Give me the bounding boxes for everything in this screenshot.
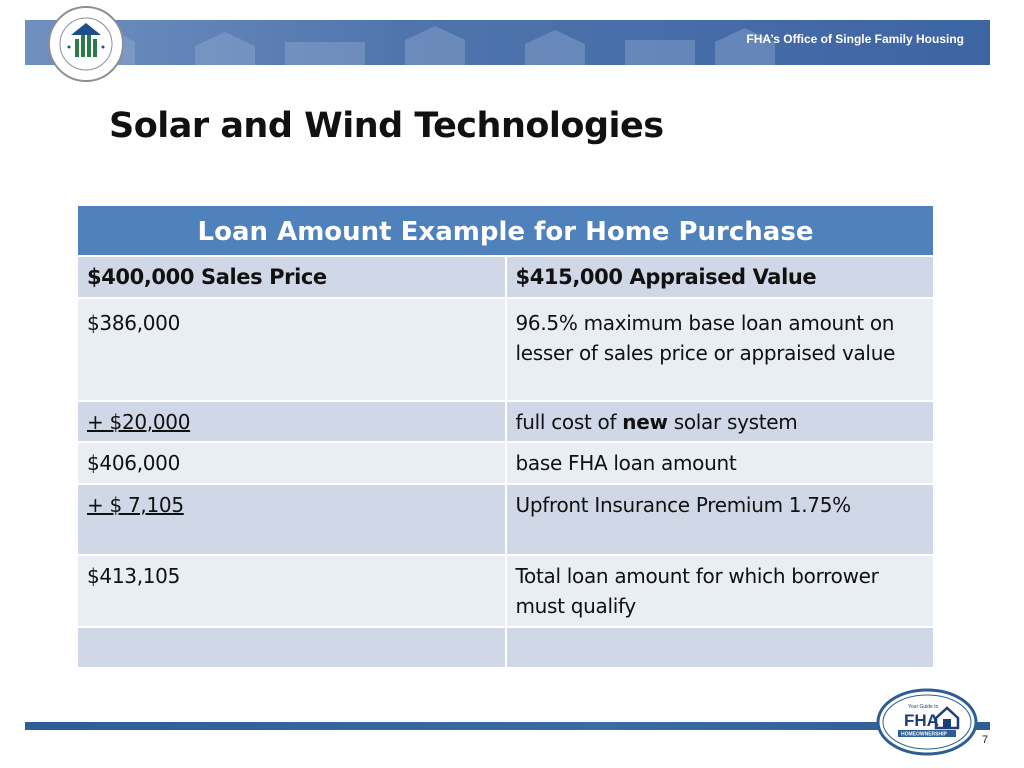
header-banner	[25, 20, 990, 65]
table-row	[77, 298, 934, 401]
banner-title: FHA’s Office of Single Family Housing	[746, 32, 964, 46]
amount-text: $413,105	[87, 564, 181, 588]
table-title: Loan Amount Example for Home Purchase	[77, 205, 934, 256]
logo-fha-text: FHA	[904, 711, 939, 730]
hud-seal-icon	[47, 5, 125, 83]
description-cell	[506, 484, 935, 555]
sales-price-header: $400,000 Sales Price	[77, 256, 506, 298]
amount-text: $386,000	[87, 311, 181, 335]
table-header-row	[77, 256, 934, 298]
table-row	[77, 442, 934, 484]
description-text: Upfront Insurance Premium 1.75%	[515, 493, 851, 517]
amount-cell	[77, 401, 506, 442]
amount-cell	[77, 484, 506, 555]
logo-tagline: Your Guide to	[908, 704, 939, 710]
description-text: Total loan amount for which borrower must qualify	[515, 564, 879, 618]
description-cell	[506, 401, 935, 442]
description-part: solar system	[667, 410, 798, 434]
amount-cell	[77, 627, 506, 668]
amount-text: + $ 7,105	[87, 493, 184, 517]
description-cell	[506, 555, 935, 627]
description-part: full cost of	[515, 410, 623, 434]
description-text	[516, 402, 925, 437]
loan-example-table	[76, 204, 935, 669]
appraised-value-header: $415,000 Appraised Value	[506, 256, 935, 298]
table-row	[77, 484, 934, 555]
amount-text: $406,000	[87, 451, 181, 475]
amount-cell	[77, 442, 506, 484]
logo-homeownership-text: HOMEOWNERSHIP	[901, 731, 947, 738]
table-row	[77, 401, 934, 442]
description-cell	[506, 442, 935, 484]
description-cell	[506, 627, 935, 668]
table-row	[77, 627, 934, 668]
fha-homeownership-logo-icon	[876, 688, 978, 756]
amount-text: + $20,000	[87, 410, 191, 434]
slide-title: Solar and Wind Technologies	[109, 106, 664, 146]
footer-bar	[25, 722, 990, 730]
description-text: 96.5% maximum base loan amount on lesser of sales price or appraised value	[515, 311, 896, 365]
page-number: 7	[982, 734, 989, 746]
amount-cell	[77, 298, 506, 401]
description-cell	[506, 298, 935, 401]
table-row	[77, 555, 934, 627]
description-text: base FHA loan amount	[515, 451, 737, 475]
table-title-row	[77, 205, 934, 256]
amount-cell	[77, 555, 506, 627]
description-emphasis: new	[622, 410, 668, 434]
